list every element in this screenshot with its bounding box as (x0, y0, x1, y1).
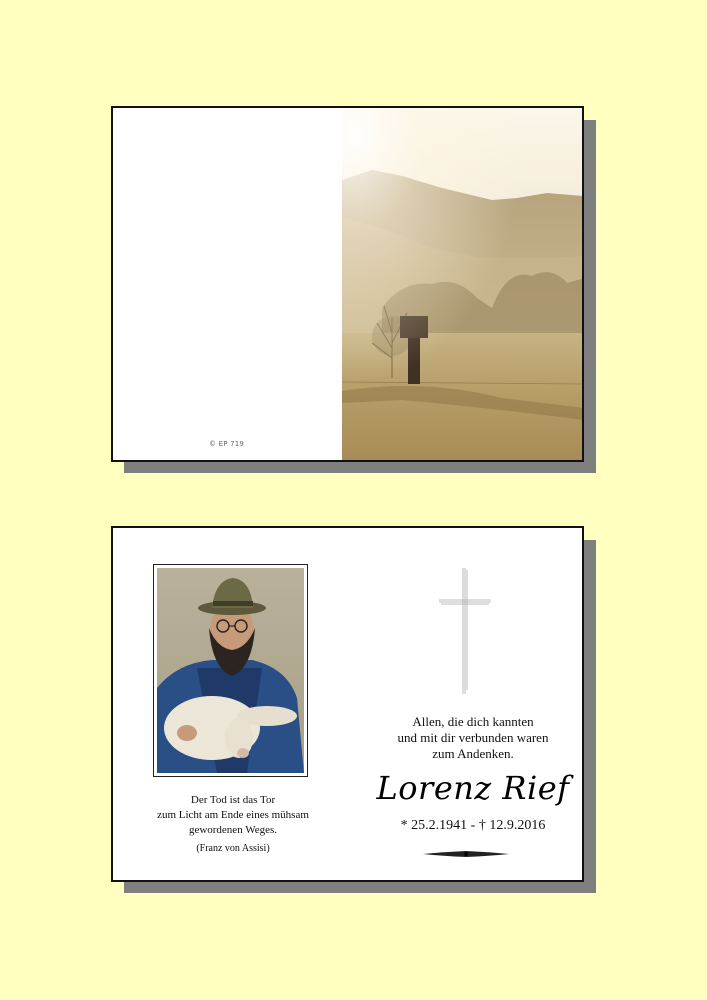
dedication-line-1: Allen, die dich kannten (412, 714, 534, 729)
portrait-frame (153, 564, 308, 777)
quote-line-3: gewordenen Weges. (188, 824, 278, 836)
back-card (111, 526, 584, 882)
quote-author: (Franz von Assisi) (196, 843, 270, 854)
landscape-photo (342, 108, 584, 460)
cross-icon (437, 566, 493, 696)
copyright-notice: © EP 719 (209, 440, 245, 448)
quote-line-1: Der Tod ist das Tor (190, 794, 276, 806)
life-dates: * 25.2.1941 - † 12.9.2016 (400, 818, 546, 833)
portrait-photo (157, 568, 304, 773)
dedication-line-2: und mit dir verbunden waren (397, 730, 549, 745)
quote-line-2: zum Licht am Ende eines mühsam (157, 809, 309, 821)
dedication-line-3: zum Andenken. (432, 746, 514, 761)
ornament-divider (423, 850, 509, 858)
front-card (111, 106, 584, 462)
deceased-name: Lorenz Rief (376, 769, 570, 807)
